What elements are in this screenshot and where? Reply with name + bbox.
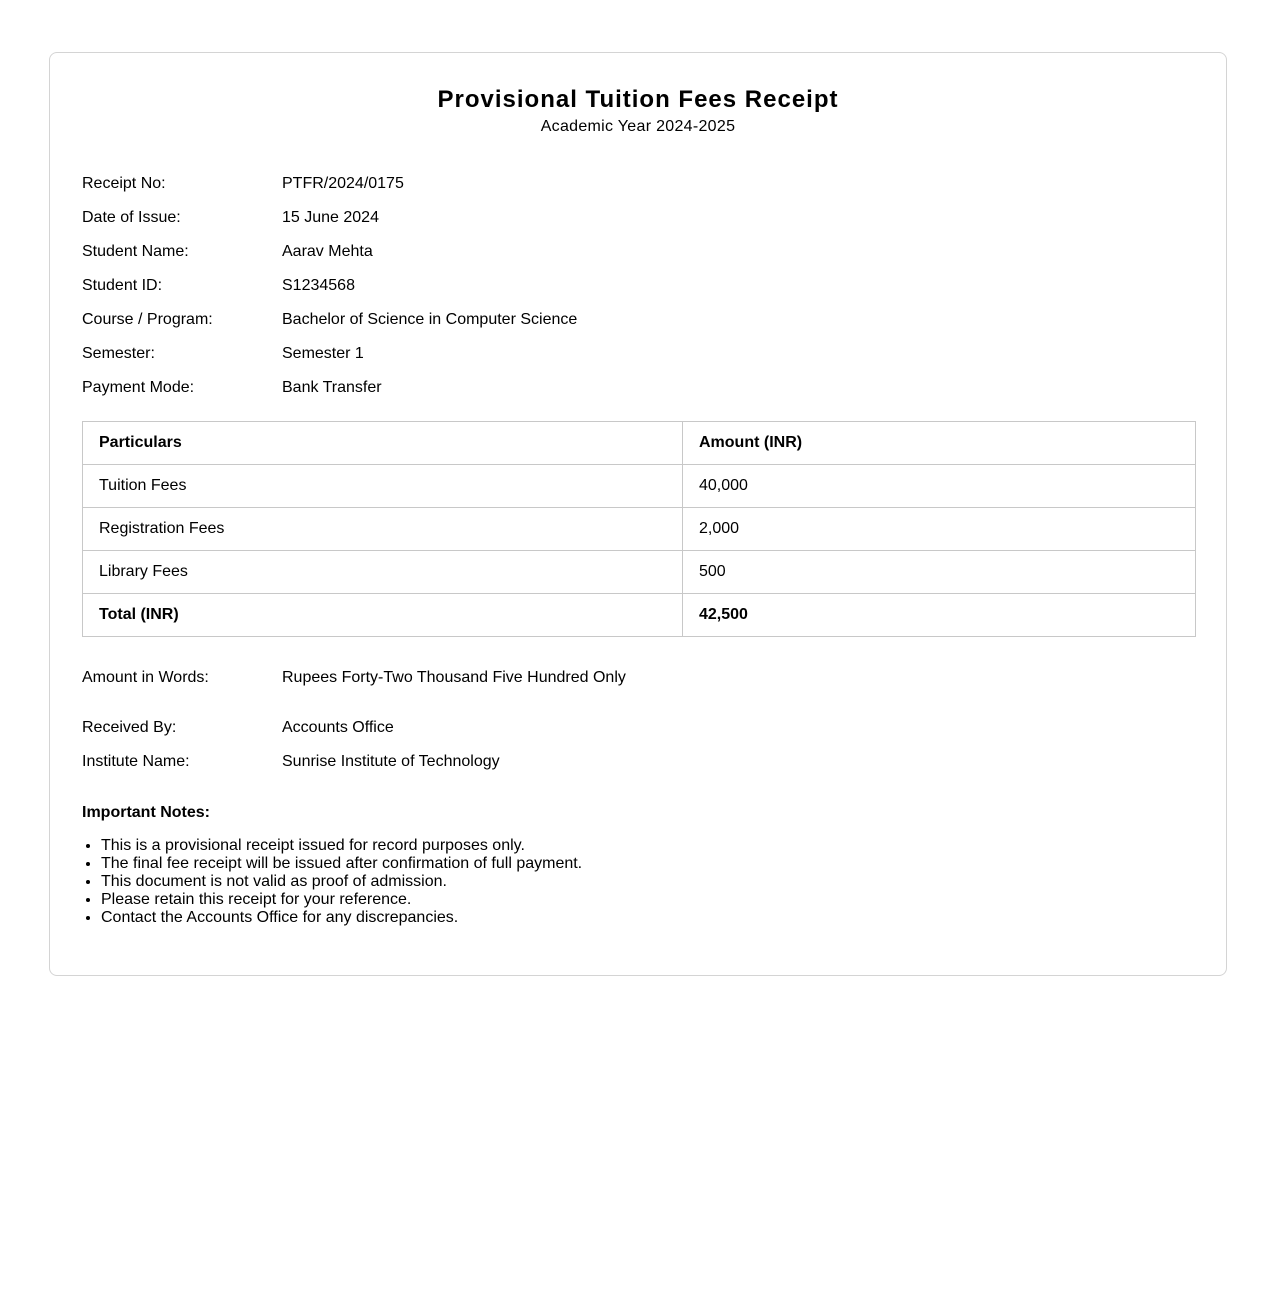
- receipt-card: [49, 52, 1227, 976]
- detail-label: Student Name:: [82, 243, 189, 260]
- detail-label: Student ID:: [82, 277, 163, 294]
- detail-row-semester: [82, 337, 1194, 371]
- amount-cell: 2,000: [683, 508, 1196, 551]
- detail-value: PTFR/2024/0175: [282, 175, 404, 192]
- receipt-details: [82, 167, 1194, 405]
- received-by-label: Received By:: [82, 719, 177, 736]
- detail-value: S1234568: [282, 277, 355, 294]
- total-label: Total (INR): [83, 594, 683, 637]
- amount-words-value: Rupees Forty-Two Thousand Five Hundred Only: [282, 669, 626, 686]
- list-item: • The final fee receipt will be issued after confirmation of full payment.: [101, 855, 1194, 873]
- detail-label: Receipt No:: [82, 175, 166, 192]
- total-amount: 42,500: [683, 594, 1196, 637]
- column-header-particulars: Particulars: [83, 422, 683, 465]
- particular-cell: Registration Fees: [83, 508, 683, 551]
- received-by-value: Accounts Office: [282, 719, 394, 736]
- table-row: [83, 508, 1196, 551]
- amount-in-words-row: [82, 661, 1194, 695]
- detail-row-student-name: [82, 235, 1194, 269]
- column-header-amount: Amount (INR): [683, 422, 1196, 465]
- table-row: [83, 465, 1196, 508]
- detail-value: Bank Transfer: [282, 379, 382, 396]
- list-item: • This document is not valid as proof of admission.: [101, 873, 1194, 891]
- detail-label: Semester:: [82, 345, 155, 362]
- detail-row-receipt-no: [82, 167, 1194, 201]
- detail-label: Course / Program:: [82, 311, 213, 328]
- detail-row-date: [82, 201, 1194, 235]
- amount-words-label: Amount in Words:: [82, 669, 209, 686]
- received-section: [82, 711, 1194, 779]
- particular-cell: Tuition Fees: [83, 465, 683, 508]
- detail-label: Payment Mode:: [82, 379, 195, 396]
- detail-value: Aarav Mehta: [282, 243, 373, 260]
- received-by-row: [82, 711, 1194, 745]
- list-item: • Contact the Accounts Office for any discrepancies.: [101, 909, 1194, 927]
- list-item: • This is a provisional receipt issued for record purposes only.: [101, 837, 1194, 855]
- institute-name-value: Sunrise Institute of Technology: [282, 753, 500, 770]
- receipt-title: Provisional Tuition Fees Receipt: [437, 86, 839, 113]
- detail-row-payment-mode: [82, 371, 1194, 405]
- institute-name-label: Institute Name:: [82, 753, 190, 770]
- table-header-row: [83, 422, 1196, 465]
- list-item: • Please retain this receipt for your reference.: [101, 891, 1194, 909]
- fees-table: [82, 421, 1196, 637]
- notes-list: [82, 837, 1194, 927]
- particular-cell: Library Fees: [83, 551, 683, 594]
- amount-cell: 500: [683, 551, 1196, 594]
- academic-year: Academic Year 2024-2025: [540, 118, 736, 135]
- detail-row-course: [82, 303, 1194, 337]
- detail-value: Bachelor of Science in Computer Science: [282, 311, 578, 328]
- amount-cell: 40,000: [683, 465, 1196, 508]
- detail-label: Date of Issue:: [82, 209, 181, 226]
- total-row: [83, 594, 1196, 637]
- table-row: [83, 551, 1196, 594]
- detail-value: Semester 1: [282, 345, 364, 362]
- detail-row-student-id: [82, 269, 1194, 303]
- institute-name-row: [82, 745, 1194, 779]
- detail-value: 15 June 2024: [282, 209, 379, 226]
- notes-heading: Important Notes:: [82, 804, 210, 821]
